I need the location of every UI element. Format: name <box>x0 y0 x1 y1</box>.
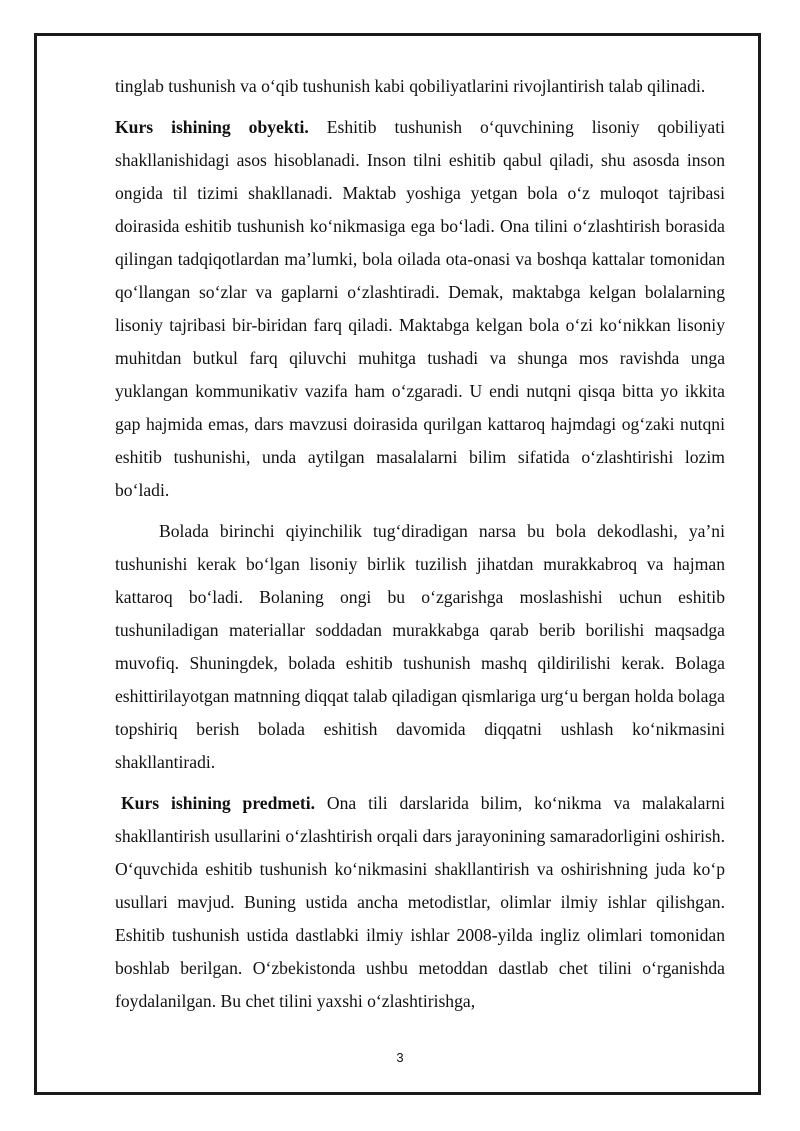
document-body <box>115 70 725 1018</box>
subject-heading: Kurs ishining predmeti. <box>121 793 316 813</box>
paragraph-subject <box>115 787 725 1018</box>
page-number: 3 <box>396 1050 404 1065</box>
paragraph-difficulty <box>115 515 725 779</box>
difficulty-text: Bolada birinchi qiyinchilik tug‘diradigan narsa bu bola dekodlashi, ya’ni tushunishi kerak bo‘lgan lisoniy birlik tuzilish jihatdan murakkabroq va hajman kattaroq bo‘ladi. Bolaning ongi bu o‘zgarishga moslashishi uchun eshitib tushuniladigan materiallar soddadan murakkabga qarab berib borilishi maqsadga muvofiq. Shuningdek, bolada eshitib tushunish mashq qildirilishi kerak. Bolaga eshittirilayotgan matnning diqqat talab qiladigan qismlariga urg‘u bergan holda bolaga topshiriq berish bolada eshitish davomida diqqatni ushlash ko‘nikmasini shakllantiradi. <box>115 521 725 772</box>
object-text: Eshitib tushunish o‘quvchining lisoniy qobiliyati shakllanishidagi asos hisoblanadi. Inson tilni eshitib qabul qiladi, shu asosda inson ongida til tizimi shakllanadi. Maktab yoshiga yetgan bola o‘z muloqot tajribasi doirasida eshitib tushunish ko‘nikmasiga ega bo‘ladi. Ona tilini o‘zlashtirish borasida qilingan tadqiqotlardan ma’lumki, bola oilada ota-onasi va boshqa kattalar tomonidan qo‘llangan so‘zlar va gaplarni o‘zlashtiradi. Demak, maktabga kelgan bolalarning lisoniy tajribasi bir-biridan farq qiladi. Maktabga kelgan bola o‘zi ko‘nikkan lisoniy muhitdan butkul farq qiluvchi muhitga tushadi va shunga mos ravishda unga yuklangan kommunikativ vazifa ham o‘zgaradi. U endi nutqni qisqa bitta yo ikkita gap hajmida emas, dars mavzusi doirasida qurilgan kattaroq hajmdagi og‘zaki nutqni eshitib tushunishi, unda aytilgan masalalarni bilim sifatida o‘zlashtirishi lozim bo‘ladi. <box>115 117 725 500</box>
paragraph-1-text: tinglab tushunish va o‘qib tushunish kabi qobiliyatlarini rivojlantirish talab qilinadi. <box>115 76 706 96</box>
paragraph-1 <box>115 70 725 103</box>
subject-text: Ona tili darslarida bilim, ko‘nikma va malakalarni shakllantirish usullarini o‘zlashtirish orqali dars jarayonining samaradorligini oshirish. O‘quvchida eshitib tushunish ko‘nikmasini shakllantirish va oshirishning juda ko‘p usullari mavjud. Buning ustida ancha metodistlar, olimlar ilmiy ishlar qilishgan. Eshitib tushunish ustida dastlabki ilmiy ishlar 2008-yilda ingliz olimlari tomonidan boshlab berilgan. O‘zbekistonda ushbu metoddan dastlab chet tilini o‘rganishda foydalanilgan. Bu chet tilini yaxshi o‘zlashtirishga, <box>115 793 725 1011</box>
paragraph-object <box>115 111 725 507</box>
object-heading: Kurs ishining obyekti. <box>115 117 309 137</box>
